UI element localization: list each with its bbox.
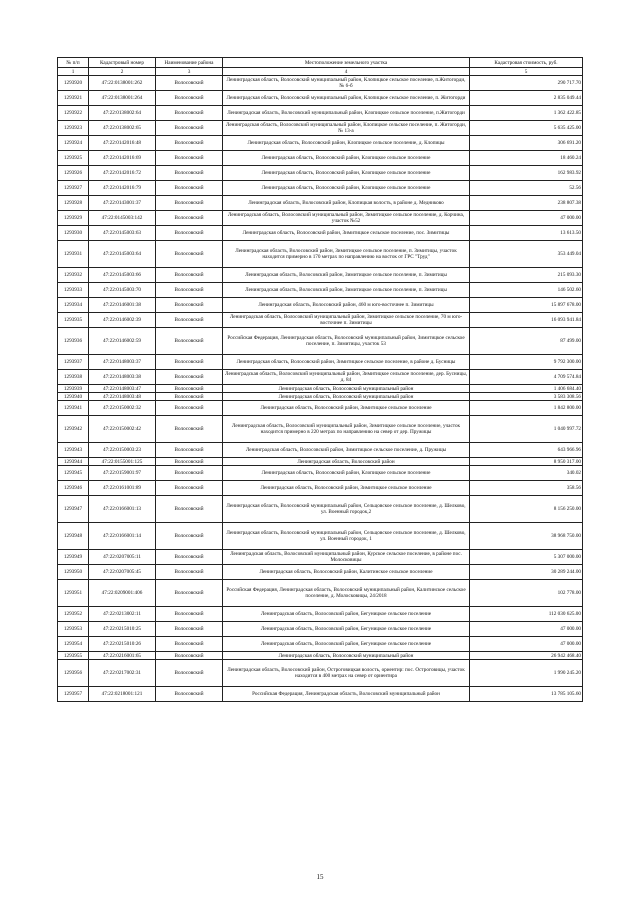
index-cell: 5 xyxy=(470,68,583,76)
cadastral-number: 47:22:0207005:11 xyxy=(89,550,156,565)
cadastral-value: 102 778.00 xyxy=(470,580,583,607)
row-number: 1293922 xyxy=(58,106,89,121)
cadastral-number: 47:22:0209001:406 xyxy=(89,580,156,607)
location: Ленинградская область, Волосовский муниципальный район xyxy=(223,393,470,401)
cadastral-number: 47:22:0215010:26 xyxy=(89,637,156,652)
district-name: Волосовский xyxy=(156,211,223,226)
location: Ленинградская область, Волосовский район, Зимитицкое сельское поселение, п. Зимитицы xyxy=(223,283,470,298)
row-number: 1293934 xyxy=(58,298,89,313)
row-number: 1293944 xyxy=(58,458,89,466)
table-row xyxy=(58,268,583,283)
table-row xyxy=(58,355,583,370)
table-row xyxy=(58,607,583,622)
row-number: 1293939 xyxy=(58,385,89,393)
row-number: 1293927 xyxy=(58,181,89,196)
table-row xyxy=(58,466,583,481)
cadastral-number: 47:22:0145003:63 xyxy=(89,226,156,241)
location: Ленинградская область, Волосовский муниципальный район, Клопицкое сельское поселение, п.Житогорди xyxy=(223,106,470,121)
row-number: 1293932 xyxy=(58,268,89,283)
district-name: Волосовский xyxy=(156,370,223,385)
header-number: № п/п xyxy=(58,58,89,68)
table-row xyxy=(58,687,583,702)
cadastral-value: 9 792 300.00 xyxy=(470,355,583,370)
cadastral-value: 1 040 997.72 xyxy=(470,416,583,443)
district-name: Волосовский xyxy=(156,298,223,313)
location: Ленинградская область, Волосовский муниципальный район, Клопицкое сельское поселение, п.Житогорди, № 6-б xyxy=(223,76,470,91)
cadastral-number: 47:22:0138002:65 xyxy=(89,121,156,136)
table-row xyxy=(58,496,583,523)
district-name: Волосовский xyxy=(156,458,223,466)
location: Ленинградская область, Волосовский район, Зимитицкое сельское поселение xyxy=(223,401,470,416)
row-number: 1293943 xyxy=(58,443,89,458)
district-name: Волосовский xyxy=(156,443,223,458)
cadastral-value: 358.56 xyxy=(470,481,583,496)
location: Ленинградская область, Волосовский муниципальный район, Зимитицкое сельское поселение, дер. Бусницы, д. 84 xyxy=(223,370,470,385)
district-name: Волосовский xyxy=(156,241,223,268)
row-number: 1293941 xyxy=(58,401,89,416)
row-number: 1293930 xyxy=(58,226,89,241)
cadastral-value: 1 990 245.20 xyxy=(470,660,583,687)
cadastral-value: 643 966.96 xyxy=(470,443,583,458)
row-number: 1293936 xyxy=(58,328,89,355)
table-row xyxy=(58,393,583,401)
district-name: Волосовский xyxy=(156,385,223,393)
cadastral-number: 47:22:0145003:70 xyxy=(89,283,156,298)
cadastral-number: 47:22:0145003:142 xyxy=(89,211,156,226)
row-number: 1293955 xyxy=(58,652,89,660)
district-name: Волосовский xyxy=(156,401,223,416)
row-number: 1293952 xyxy=(58,607,89,622)
row-number: 1293937 xyxy=(58,355,89,370)
row-number: 1293942 xyxy=(58,416,89,443)
district-name: Волосовский xyxy=(156,181,223,196)
table-body xyxy=(58,76,583,702)
table-row xyxy=(58,151,583,166)
cadastral-number: 47:22:0159001:97 xyxy=(89,466,156,481)
table-row xyxy=(58,458,583,466)
index-cell: 3 xyxy=(156,68,223,76)
row-number: 1293956 xyxy=(58,660,89,687)
table-row xyxy=(58,313,583,328)
cadastral-value: 8 950 317.00 xyxy=(470,458,583,466)
district-name: Волосовский xyxy=(156,268,223,283)
cadastral-value: 13 785 105.60 xyxy=(470,687,583,702)
row-number: 1293923 xyxy=(58,121,89,136)
cadastral-number: 47:22:0216001:65 xyxy=(89,652,156,660)
table-row xyxy=(58,370,583,385)
cadastral-value: 26 942 468.40 xyxy=(470,652,583,660)
table-row xyxy=(58,283,583,298)
table-row xyxy=(58,211,583,226)
location: Ленинградская область, Волосовский район, Клопицкое сельское поселение xyxy=(223,466,470,481)
header-location: Местоположение земельного участка xyxy=(223,58,470,68)
row-number: 1293925 xyxy=(58,151,89,166)
table-row xyxy=(58,181,583,196)
table-row xyxy=(58,622,583,637)
row-number: 1293920 xyxy=(58,76,89,91)
district-name: Волосовский xyxy=(156,416,223,443)
location: Российская Федерация, Ленинградская область, Волосовский муниципальный район, Калитинское сельское поселение, д. Молосковицы, 24/2018 xyxy=(223,580,470,607)
location: Ленинградская область, Волосовский муниципальный район, Курское сельское поселение, в районе пос. Молосковицы xyxy=(223,550,470,565)
cadastral-number: 47:22:0150002:42 xyxy=(89,416,156,443)
location: Ленинградская область, Волосовский район, Клопицкое сельское поселение xyxy=(223,181,470,196)
cadastral-number: 47:22:0138001:262 xyxy=(89,76,156,91)
index-cell: 1 xyxy=(58,68,89,76)
district-name: Волосовский xyxy=(156,196,223,211)
district-name: Волосовский xyxy=(156,607,223,622)
district-name: Волосовский xyxy=(156,687,223,702)
row-number: 1293957 xyxy=(58,687,89,702)
index-cell: 4 xyxy=(223,68,470,76)
table-row xyxy=(58,121,583,136)
district-name: Волосовский xyxy=(156,550,223,565)
row-number: 1293953 xyxy=(58,622,89,637)
cadastral-number: 47:22:0166001:13 xyxy=(89,496,156,523)
district-name: Волосовский xyxy=(156,481,223,496)
cadastral-value: 47 000.00 xyxy=(470,622,583,637)
cadastral-number: 47:22:0150002:32 xyxy=(89,401,156,416)
location: Ленинградская область, Волосовский район, Зимитицкое сельское поселение, пос. Зимитицы xyxy=(223,226,470,241)
table-row xyxy=(58,136,583,151)
table-row xyxy=(58,660,583,687)
table-row xyxy=(58,91,583,106)
district-name: Волосовский xyxy=(156,91,223,106)
district-name: Волосовский xyxy=(156,660,223,687)
cadastral-number: 47:22:0148003:48 xyxy=(89,393,156,401)
row-number: 1293935 xyxy=(58,313,89,328)
row-number: 1293949 xyxy=(58,550,89,565)
district-name: Волосовский xyxy=(156,496,223,523)
cadastral-number: 47:22:0155001:125 xyxy=(89,458,156,466)
cadastral-value: 238 807.38 xyxy=(470,196,583,211)
table-row xyxy=(58,106,583,121)
location: Ленинградская область, Волосовский район, Калитинское сельское поселение xyxy=(223,565,470,580)
cadastral-number: 47:22:0207005:45 xyxy=(89,565,156,580)
cadastral-number: 47:22:0148003:37 xyxy=(89,355,156,370)
header-cadastral-value: Кадастровая стоимость, руб. xyxy=(470,58,583,68)
cadastral-number: 47:22:0145003:64 xyxy=(89,241,156,268)
cadastral-value: 2 835 049.44 xyxy=(470,91,583,106)
row-number: 1293954 xyxy=(58,637,89,652)
cadastral-number: 47:22:0142016:72 xyxy=(89,166,156,181)
cadastral-value: 13 613.50 xyxy=(470,226,583,241)
district-name: Волосовский xyxy=(156,355,223,370)
location: Ленинградская область, Волосовский муниципальный район, Клопицкое сельское поселение, п. Житогорди, № 13-а xyxy=(223,121,470,136)
row-number: 1293947 xyxy=(58,496,89,523)
table-row xyxy=(58,241,583,268)
table-header-row xyxy=(58,58,583,68)
cadastral-value: 5 307 000.00 xyxy=(470,550,583,565)
cadastral-value: 340.02 xyxy=(470,466,583,481)
cadastral-number: 47:22:0146001:38 xyxy=(89,298,156,313)
district-name: Волосовский xyxy=(156,76,223,91)
cadastral-number: 47:22:0138002:64 xyxy=(89,106,156,121)
cadastral-value: 18 460.24 xyxy=(470,151,583,166)
table-index-row xyxy=(58,68,583,76)
row-number: 1293926 xyxy=(58,166,89,181)
row-number: 1293921 xyxy=(58,91,89,106)
district-name: Волосовский xyxy=(156,523,223,550)
cadastral-number: 47:22:0166001:14 xyxy=(89,523,156,550)
location: Ленинградская область, Волосовский район, Бегуницкое сельское поселение xyxy=(223,622,470,637)
row-number: 1293929 xyxy=(58,211,89,226)
district-name: Волосовский xyxy=(156,283,223,298)
location: Ленинградская область, Волосовский район, Бегуницкое сельское поселение xyxy=(223,607,470,622)
location: Ленинградская область, Волосовский муниципальный район, Зимитицкое сельское поселение, д. Корчина, участок №52 xyxy=(223,211,470,226)
table-row xyxy=(58,76,583,91)
location: Российская Федерация, Ленинградская область, Волосовский муниципальный район xyxy=(223,687,470,702)
cadastral-value: 87 499.00 xyxy=(470,328,583,355)
cadastral-value: 1 362 422.85 xyxy=(470,106,583,121)
district-name: Волосовский xyxy=(156,565,223,580)
cadastral-value: 215 093.30 xyxy=(470,268,583,283)
location: Ленинградская область, Волосовский район, Клопицкое сельское поселение, д. Клопицы xyxy=(223,136,470,151)
cadastral-number: 47:22:0215010:25 xyxy=(89,622,156,637)
cadastral-value: 4 709 574.84 xyxy=(470,370,583,385)
cadastral-value: 47 000.00 xyxy=(470,637,583,652)
location: Ленинградская область, Волосовский муниципальный район, Клопицкое сельское поселение, п. Житогорди xyxy=(223,91,470,106)
table-row xyxy=(58,443,583,458)
table-row xyxy=(58,523,583,550)
cadastral-number: 47:22:0150003:23 xyxy=(89,443,156,458)
district-name: Волосовский xyxy=(156,328,223,355)
header-district: Наименование района xyxy=(156,58,223,68)
district-name: Волосовский xyxy=(156,622,223,637)
district-name: Волосовский xyxy=(156,151,223,166)
table-row xyxy=(58,166,583,181)
cadastral-number: 47:22:0218001:121 xyxy=(89,687,156,702)
row-number: 1293950 xyxy=(58,565,89,580)
cadastral-value: 8 156 250.00 xyxy=(470,496,583,523)
location: Ленинградская область, Волосовский район, Зимитицкое сельское поселение, п. Зимитицы, участок находится примерно в 170 метрах по направлению на восток от ГРС "Труд" xyxy=(223,241,470,268)
table-row xyxy=(58,565,583,580)
table-row xyxy=(58,328,583,355)
location: Ленинградская область, Волосовский район, Клопицкая волость, в районе д. Медниково xyxy=(223,196,470,211)
location: Ленинградская область, Волосовский район xyxy=(223,458,470,466)
district-name: Волосовский xyxy=(156,313,223,328)
cadastral-value: 162 983.92 xyxy=(470,166,583,181)
location: Ленинградская область, Волосовский район, Клопицкое сельское поселение xyxy=(223,151,470,166)
cadastral-number: 47:22:0143001:37 xyxy=(89,196,156,211)
district-name: Волосовский xyxy=(156,466,223,481)
cadastral-number: 47:22:0213002:11 xyxy=(89,607,156,622)
district-name: Волосовский xyxy=(156,136,223,151)
table-row xyxy=(58,550,583,565)
location: Ленинградская область, Волосовский муниципальный район, Зимитицкое сельское поселение, 70 м юго-восточнее п. Зимитицы xyxy=(223,313,470,328)
cadastral-value: 52.56 xyxy=(470,181,583,196)
location: Ленинградская область, Волосовский район, Клопицкое сельское поселение xyxy=(223,166,470,181)
page-number: 15 xyxy=(316,873,324,881)
table-row xyxy=(58,401,583,416)
cadastral-value: 30 289 244.00 xyxy=(470,565,583,580)
row-number: 1293940 xyxy=(58,393,89,401)
cadastral-number: 47:22:0142016:48 xyxy=(89,136,156,151)
header-cadastral-number: Кадастровый номер xyxy=(89,58,156,68)
table-row xyxy=(58,580,583,607)
cadastral-value: 1 842 800.00 xyxy=(470,401,583,416)
table-row xyxy=(58,196,583,211)
table-row xyxy=(58,481,583,496)
cadastral-number: 47:22:0142016:79 xyxy=(89,181,156,196)
table-row xyxy=(58,385,583,393)
location: Ленинградская область, Волосовский район, 460 м юго-восточнее п. Зимитицы xyxy=(223,298,470,313)
location: Ленинградская область, Волосовский район, Зимитицкое сельское поселение, п. Зимитицы xyxy=(223,268,470,283)
cadastral-value: 290 717.70 xyxy=(470,76,583,91)
table-row xyxy=(58,416,583,443)
cadastral-value: 38 968 750.00 xyxy=(470,523,583,550)
row-number: 1293931 xyxy=(58,241,89,268)
row-number: 1293928 xyxy=(58,196,89,211)
cadastral-value: 47 000.00 xyxy=(470,211,583,226)
row-number: 1293938 xyxy=(58,370,89,385)
row-number: 1293924 xyxy=(58,136,89,151)
cadastral-value: 16 093 941.84 xyxy=(470,313,583,328)
cadastral-value: 1 406 684.40 xyxy=(470,385,583,393)
cadastral-value-table xyxy=(57,57,583,702)
cadastral-value: 306 691.20 xyxy=(470,136,583,151)
location: Ленинградская область, Волосовский район, Остроговицкая волость, ориентир: пос. Остроговицы, участок находится в 400 метрах на север от ориентира xyxy=(223,660,470,687)
location: Ленинградская область, Волосовский муниципальный район xyxy=(223,652,470,660)
location: Ленинградская область, Волосовский муниципальный район, Сельцовское сельское поселение, д. Шелково, ул. Военный городок, 1 xyxy=(223,523,470,550)
cadastral-number: 47:22:0146002:59 xyxy=(89,328,156,355)
location: Ленинградская область, Волосовский район, Зимитицкое сельское поселение, в районе д. Бусницы xyxy=(223,355,470,370)
district-name: Волосовский xyxy=(156,652,223,660)
cadastral-value: 112 030 625.00 xyxy=(470,607,583,622)
table-row xyxy=(58,226,583,241)
location: Ленинградская область, Волосовский район, Зимитицкое сельское поселение, д. Пружицы xyxy=(223,443,470,458)
cadastral-number: 47:22:0146002:39 xyxy=(89,313,156,328)
table-row xyxy=(58,652,583,660)
cadastral-value: 3 583 308.56 xyxy=(470,393,583,401)
row-number: 1293945 xyxy=(58,466,89,481)
cadastral-number: 47:22:0148003:47 xyxy=(89,385,156,393)
cadastral-value: 146 502.60 xyxy=(470,283,583,298)
district-name: Волосовский xyxy=(156,166,223,181)
row-number: 1293951 xyxy=(58,580,89,607)
district-name: Волосовский xyxy=(156,580,223,607)
cadastral-number: 47:22:0148003:38 xyxy=(89,370,156,385)
index-cell: 2 xyxy=(89,68,156,76)
district-name: Волосовский xyxy=(156,226,223,241)
district-name: Волосовский xyxy=(156,393,223,401)
cadastral-number: 47:22:0145003:66 xyxy=(89,268,156,283)
location: Российская Федерация, Ленинградская область, Волосовский муниципальный район, Зимитицкое сельское поселение, п. Зимитицы, участок 53 xyxy=(223,328,470,355)
cadastral-number: 47:22:0161001:89 xyxy=(89,481,156,496)
row-number: 1293948 xyxy=(58,523,89,550)
cadastral-value: 5 635 425.00 xyxy=(470,121,583,136)
district-name: Волосовский xyxy=(156,121,223,136)
cadastral-number: 47:22:0138001:264 xyxy=(89,91,156,106)
location: Ленинградская область, Волосовский муниципальный район, Зимитицкое сельское поселение, участок находится примерно в 220 метрах по направлению на север от дер. Пружицы xyxy=(223,416,470,443)
district-name: Волосовский xyxy=(156,637,223,652)
table-row xyxy=(58,637,583,652)
table-row xyxy=(58,298,583,313)
row-number: 1293946 xyxy=(58,481,89,496)
district-name: Волосовский xyxy=(156,106,223,121)
location: Ленинградская область, Волосовский район, Бегуницкое сельское поселение xyxy=(223,637,470,652)
location: Ленинградская область, Волосовский муниципальный район, Сельцовское сельское поселение, д. Шелково, ул. Военный городок,2 xyxy=(223,496,470,523)
location: Ленинградская область, Волосовский район, Зимитицкое сельское поселение xyxy=(223,481,470,496)
row-number: 1293933 xyxy=(58,283,89,298)
cadastral-number: 47:22:0217002:31 xyxy=(89,660,156,687)
cadastral-value: 15 897 678.00 xyxy=(470,298,583,313)
location: Ленинградская область, Волосовский муниципальный район xyxy=(223,385,470,393)
cadastral-value: 353 449.04 xyxy=(470,241,583,268)
cadastral-number: 47:22:0142016:69 xyxy=(89,151,156,166)
